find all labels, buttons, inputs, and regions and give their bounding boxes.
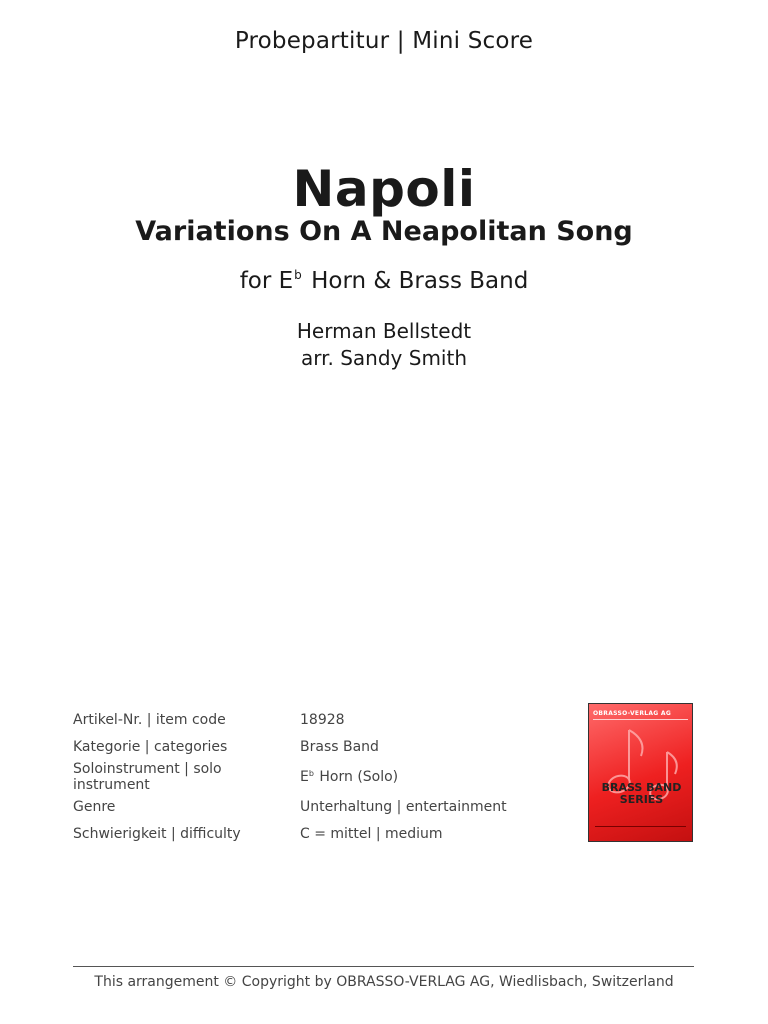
- credits: [0, 318, 768, 372]
- info-value: 18928: [300, 711, 345, 728]
- footer-divider: [73, 966, 694, 967]
- info-row: [73, 734, 507, 762]
- composer-name: Herman Bellstedt: [296, 319, 472, 343]
- item-info-table: [73, 706, 507, 848]
- info-value: C = mittel | medium: [300, 826, 443, 843]
- info-label: Kategorie | categories: [73, 739, 228, 756]
- instrumentation-suffix: Horn & Brass Band: [303, 268, 529, 294]
- cover-divider: [593, 719, 688, 720]
- music-notes-icon: [589, 722, 693, 822]
- info-label: Schwierigkeit | difficulty: [73, 826, 241, 843]
- flat-sign: b: [308, 769, 314, 778]
- cover-footer-line: [595, 826, 686, 830]
- cover-series-line: SERIES: [619, 793, 664, 806]
- copyright-notice: This arrangement © Copyright by OBRASSO-VERLAG AG, Wiedlisbach, Switzerland: [94, 974, 674, 990]
- piece-title: Napoli: [292, 160, 476, 218]
- info-row: [73, 793, 507, 821]
- piece-subtitle: Variations On A Neapolitan Song: [135, 216, 633, 247]
- instrumentation-prefix: for E: [239, 268, 294, 294]
- instrumentation: [0, 268, 768, 294]
- info-value-prefix: E: [300, 769, 309, 785]
- info-value-suffix: Horn (Solo): [314, 769, 399, 785]
- info-label: Soloinstrument | solo instrument: [73, 761, 222, 793]
- cover-publisher: OBRASSO-VERLAG AG: [593, 710, 672, 717]
- page-header: Probepartitur | Mini Score: [234, 28, 534, 54]
- cover-series-line: BRASS BAND: [601, 781, 682, 794]
- info-value: [300, 761, 507, 793]
- arranger-name: arr. Sandy Smith: [301, 346, 467, 370]
- info-label: Genre: [73, 798, 116, 815]
- cover-series-title: [589, 782, 693, 806]
- cover-thumbnail: [588, 703, 693, 842]
- info-row: [73, 706, 507, 734]
- info-value: Brass Band: [300, 739, 379, 756]
- info-label: Artikel-Nr. | item code: [73, 711, 226, 728]
- info-value: Unterhaltung | entertainment: [300, 798, 507, 815]
- info-row: [73, 821, 507, 849]
- info-row: [73, 761, 507, 793]
- flat-sign: b: [294, 268, 302, 282]
